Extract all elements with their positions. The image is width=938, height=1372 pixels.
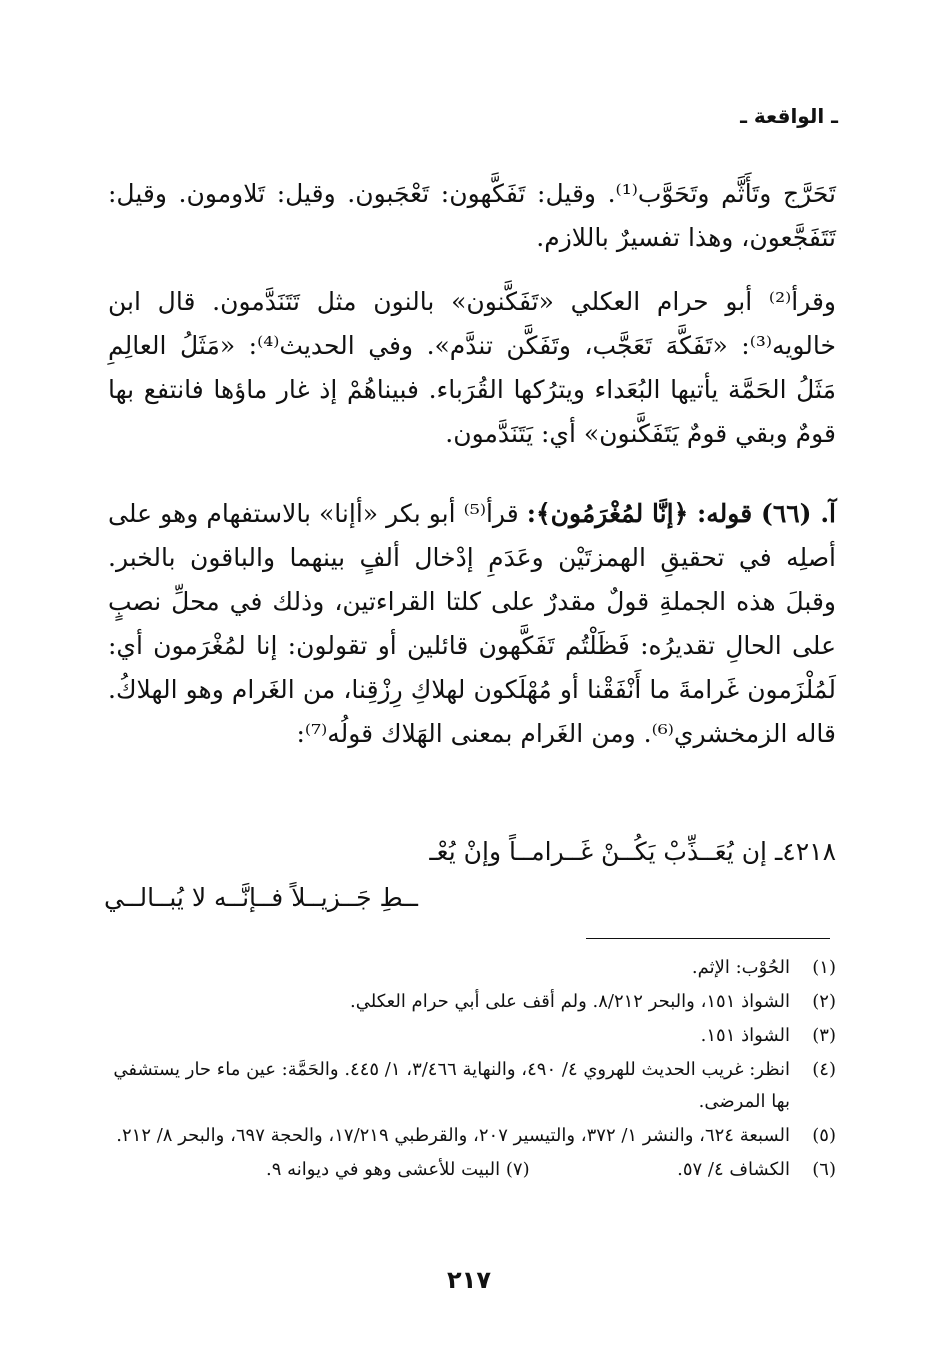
footnote-number: (٥) [812,1125,836,1146]
poetry-line-2: ــطِ جَــزيــلاً فــإنَّــه لا يُبــالــي [104,883,418,912]
paragraph-2 [108,280,836,456]
footnotes [106,952,836,1188]
footnote-text: البيت للأعشى وهو في ديوانه ٩. [266,1159,501,1180]
footnote-text: الشواذ ١٥١. [700,1025,790,1046]
footnote-number: (١) [812,957,836,978]
footnote [106,1054,836,1118]
page-number: ٢١٧ [447,1266,491,1294]
footnote-separator [586,938,830,939]
running-header: ـ الواقعة ـ [740,104,838,128]
footnote-number: (٣) [812,1025,836,1046]
footnote-text: الشواذ ١٥١، والبحر ٨/٢١٢. ولم أقف على أبي حرام العكلي. [350,991,790,1012]
footnote-number: (٤) [812,1059,836,1080]
verse-citation-heading: آ. (٦٦) قوله: ﴿إنَّا لمُغْرَمُون﴾: [526,499,836,528]
footnote-text: الحُوْب: الإثم. [691,957,790,978]
paragraph-3-text [108,492,836,756]
footnote [106,1020,836,1052]
paragraph-3 [108,492,836,756]
footnote-number: (٦) [812,1159,836,1180]
footnote-row [106,1154,836,1188]
footnote-number: (٧) [505,1159,530,1180]
footnote-text: انظر: غريب الحديث للهروي ٤/ ٤٩٠، والنهاية ٣/٤٦٦، ١/ ٤٤٥. والحَمَّة: عين ماء حار يستشفي بها المرضى. [113,1059,790,1112]
footnote [266,1154,530,1186]
paragraph-1 [108,172,836,260]
footnote [106,1120,836,1152]
footnote-text: الكشاف ٤/ ٥٧. [677,1159,790,1180]
footnote [106,952,836,984]
paragraph-3-body: قرأ⁽⁵⁾ أبو بكر «أإنا» بالاستفهام وهو على أصلِه في تحقيقِ الهمزتَيْن وعَدَمِ إدْخال ألفٍ بينهما والباقون بالخبر. وقبلَ هذه الجملةِ قولٌ مقدرٌ على كلتا القراءتين، وذلك في محلِّ نصبٍ على الحالِ تقديرُه: فَظَلْتُم تَفَكَّهون قائلين أو تقولون: إنا لمُغْرَمون أي: لَمُلْزَمون غَرامةَ ما أَنْفَقْنا أو مُهْلَكون لهلاكِ رِزْقِنا، من الغَرام وهو الهلاكُ. قاله الزمخشري⁽⁶⁾. ومن الغَرام بمعنى الهَلاك قولُه⁽⁷⁾: [108,499,836,748]
paragraph-1-text: تَحَرَّج وتَأَثَّم وتَحَوَّب⁽¹⁾. وقيل: تَفَكَّهون: تَعْجَبون. وقيل: تَلاومون. وقيل: تَتَفَجَّعون، وهذا تفسيرٌ باللازم. [108,179,836,252]
footnote-text: السبعة ٦٢٤، والنشر ١/ ٣٧٢، والتيسير ٢٠٧، والقرطبي ١٧/٢١٩، والحجة ٦٩٧، والبحر ٨/ ٢١٢. [116,1125,790,1146]
paragraph-2-text: وقرأ⁽²⁾ أبو حرام العكلي «تَفَكَّنون» بالنون مثل تَتَنَدَّمون. قال ابن خالويه⁽³⁾: «تَفَكَّهَ تَعَجَّب، وتَفَكَّن تندَّم». وفي الحديث⁽⁴⁾: «مَثَلُ العالِمِ مَثَلُ الحَمَّة يأتيها البُعَداء ويترُكها القُرَباء. فبيناهُمْ إذ غار ماؤها فانتفع بها قومٌ وبقي قومٌ يَتَفَكَّنون» أي: يَتَنَدَّمون. [108,287,836,448]
poetry-line-1: ٤٢١٨ـ إن يُعَــذِّبْ يَكُــنْ غَــرامــاً وإنْ يُعْـ [429,837,836,866]
footnote-number: (٢) [812,991,836,1012]
footnote [106,986,836,1018]
